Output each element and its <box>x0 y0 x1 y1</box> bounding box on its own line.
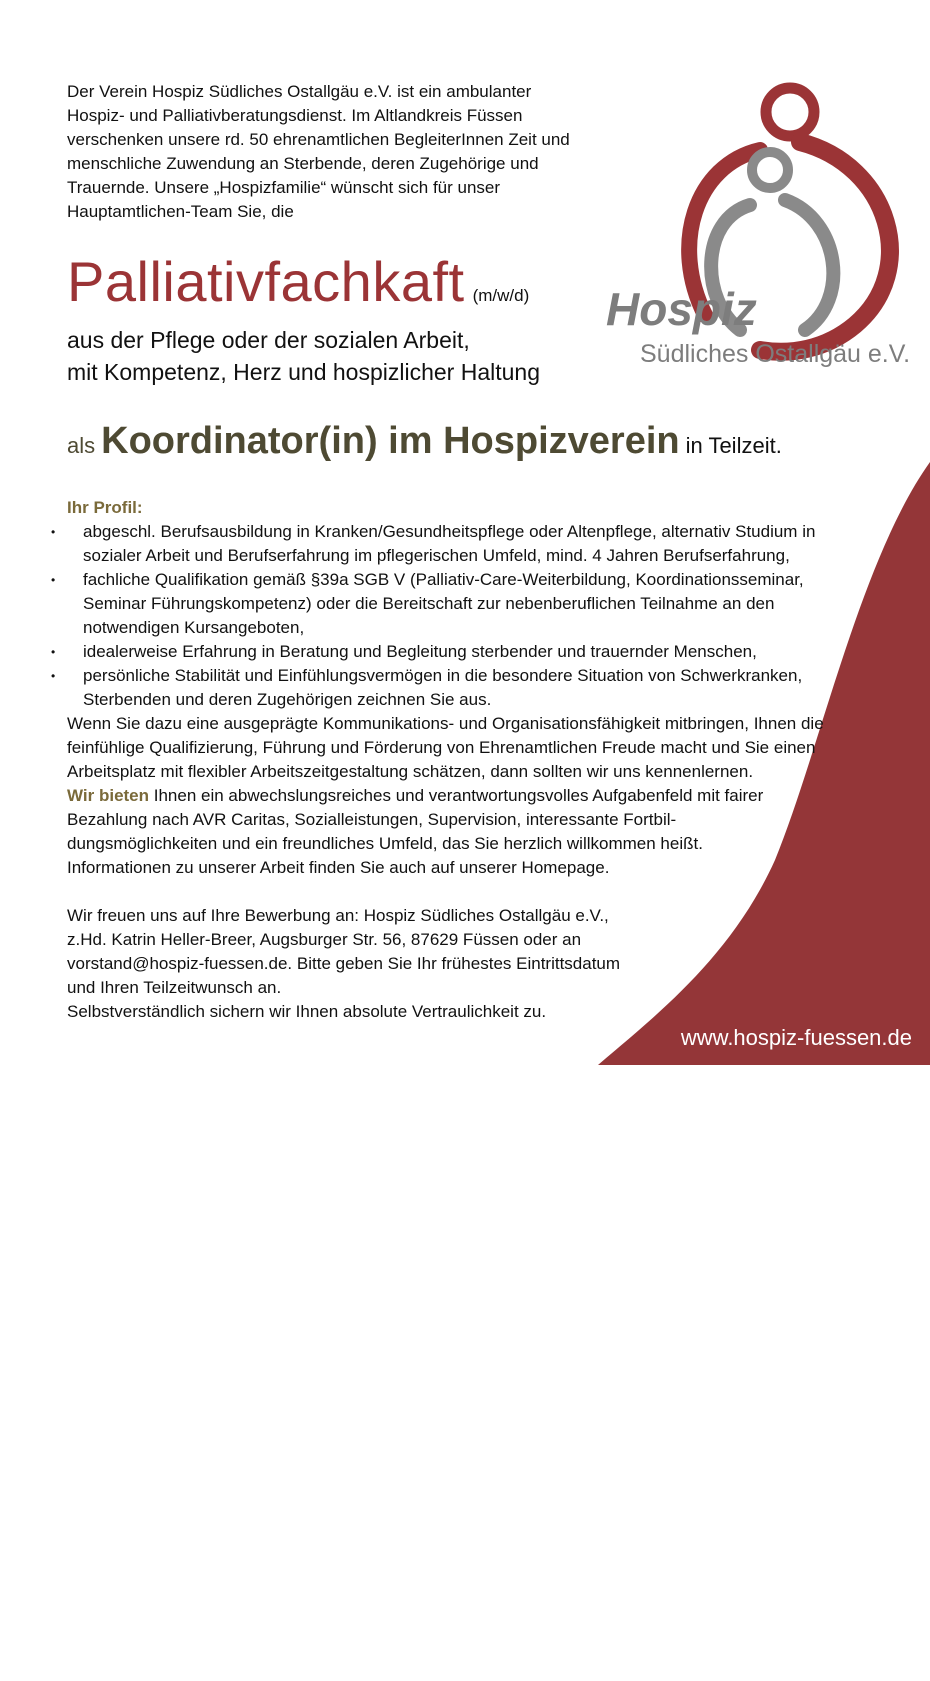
bullet-icon: • <box>51 645 56 659</box>
list-item <box>51 568 867 640</box>
contact-line-1: Wir freuen uns auf Ihre Bewerbung an: Hospiz Südliches Ostallgäu e.V., <box>67 906 609 925</box>
profil-item-text: abgeschl. Berufsausbildung in Kranken/Gesundheitspflege oder Altenpflege, alternativ Studium in sozialer Arbeit und Berufserfahrung im pflegerischen Umfeld, mind. 4 Jahren Berufserfahrung, <box>83 522 816 565</box>
list-item <box>51 520 867 568</box>
profil-label: Ihr Profil: <box>67 498 143 517</box>
bullet-icon: • <box>51 669 56 683</box>
bullet-icon: • <box>51 525 56 539</box>
wir-bieten-text: Ihnen ein abwechslungsreiches und verantwortungsvolles Aufgabenfeld mit fairer Bezahlung nach AVR Caritas, Sozialleistungen, Supervision, interessante Fortbil-dungsmöglichkeiten und ein freundliches Umfeld, das Sie herzlich willkommen heißt. <box>67 786 764 853</box>
list-item <box>51 664 867 712</box>
logo-word: Hospiz <box>606 283 757 335</box>
bullet-icon: • <box>51 573 56 587</box>
headline-gender-suffix: (m/w/d) <box>472 286 530 305</box>
wenn-paragraph: Wenn Sie dazu eine ausgeprägte Kommunikations- und Organisationsfähigkeit mitbringen, Ihnen die feinfühlige Qualifizierung, Führung und Förderung von Ehrenamtlichen Freude macht und Sie einen Arbeitsplatz mit flexibler Arbeitszeitgestaltung schätzen, dann sollten wir uns kennenlernen. <box>67 714 824 781</box>
contact-line-2: z.Hd. Katrin Heller-Breer, Augsburger Str. 56, 87629 Füssen oder an <box>67 930 582 949</box>
website-link[interactable]: www.hospiz-fuessen.de <box>680 1025 912 1050</box>
contact-block <box>67 904 867 1024</box>
logo-subtitle: Südliches Ostallgäu e.V. <box>640 340 910 368</box>
role-suffix: in Teilzeit. <box>685 433 782 458</box>
hospiz-logo <box>600 70 910 380</box>
ad-body <box>51 496 867 1024</box>
job-headline <box>67 252 529 312</box>
profil-item-text: persönliche Stabilität und Einfühlungsvermögen in die besondere Situation von Schwerkranken, Sterbenden und deren Zugehörigen zeichnen Sie aus. <box>83 666 803 709</box>
role-prefix: als <box>67 433 96 458</box>
profil-item-text: fachliche Qualifikation gemäß §39a SGB V (Palliativ-Care-Weiterbildung, Koordinationsseminar, Seminar Führungskompetenz) oder die Bereitschaft zur nebenberuflichen Teilnahme an den notwendigen Kursangeboten, <box>83 570 804 637</box>
spacer <box>67 880 867 904</box>
role-heading <box>67 420 782 463</box>
logo-figure-icon <box>600 70 910 380</box>
wir-bieten-paragraph <box>67 784 767 856</box>
profil-list <box>51 520 867 712</box>
headline-title: Palliativfachkaft <box>67 250 465 313</box>
subtitle-line-2: mit Kompetenz, Herz und hospizlicher Haltung <box>67 359 541 385</box>
profil-item-text: idealerweise Erfahrung in Beratung und Begleitung sterbender und trauernder Menschen, <box>83 642 757 661</box>
intro-text: Der Verein Hospiz Südliches Ostallgäu e.V. ist ein ambulanter Hospiz- und Palliativberatungsdienst. Im Altlandkreis Füssen verschenken unsere rd. 50 ehrenamtlichen BegleiterInnen Zeit und menschliche Zuwendung an Sterbende, deren Zugehörige und Trauernde. Unsere „Hospizfamilie“ wünscht sich für unser Hauptamtlichen-Team Sie, die <box>67 82 570 221</box>
subtitle-line-1: aus der Pflege oder der sozialen Arbeit, <box>67 327 470 353</box>
wir-bieten-label: Wir bieten <box>67 786 150 805</box>
list-item <box>51 640 867 664</box>
contact-line-3: vorstand@hospiz-fuessen.de. Bitte geben Sie Ihr frühestes Eintrittsdatum <box>67 954 621 973</box>
contact-line-4: und Ihren Teilzeitwunsch an. <box>67 978 282 997</box>
contact-line-5: Selbstverständlich sichern wir Ihnen absolute Vertraulichkeit zu. <box>67 1002 547 1021</box>
role-title: Koordinator(in) im Hospizverein <box>101 420 680 462</box>
headline-subtitle <box>67 324 627 388</box>
info-paragraph: Informationen zu unserer Arbeit finden Sie auch auf unserer Homepage. <box>67 858 610 877</box>
